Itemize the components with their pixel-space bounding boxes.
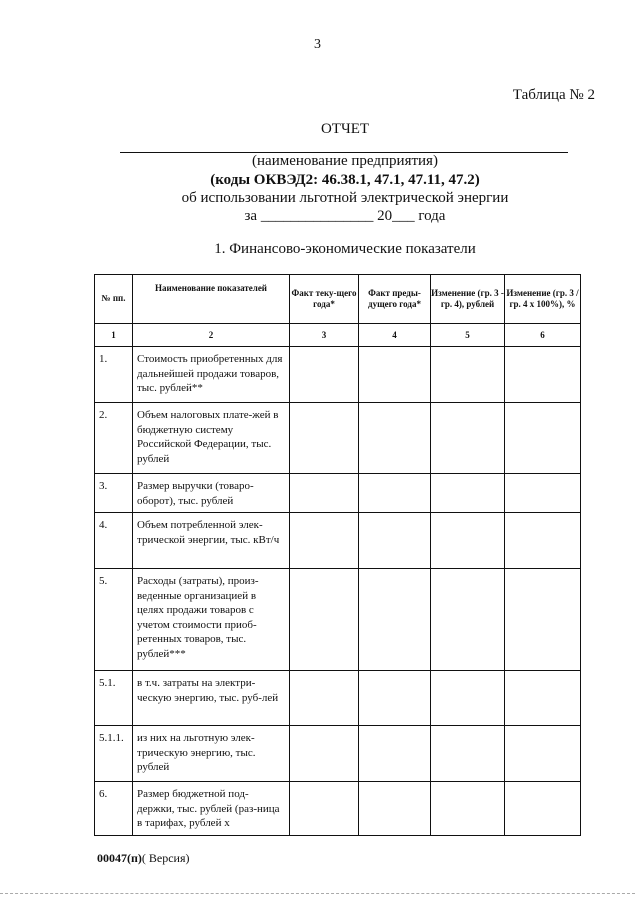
cell-previous-year[interactable] [359, 782, 431, 836]
cell-change-percent[interactable] [505, 347, 581, 403]
cell-current-year[interactable] [290, 782, 359, 836]
row-indicator-name: Расходы (затраты), произ-веденные организацией в целях продажи товаров с учетом стоимости приоб-ретенных товаров, тыс. рублей*** [133, 569, 290, 671]
page-number: 3 [314, 37, 321, 52]
row-index: 3. [95, 474, 133, 513]
row-indicator-name: в т.ч. затраты на электри-ческую энергию, тыс. руб-лей [133, 671, 290, 726]
cell-current-year[interactable] [290, 347, 359, 403]
cell-change-percent[interactable] [505, 726, 581, 782]
cell-previous-year[interactable] [359, 474, 431, 513]
header-change-rubles: Изменение (гр. 3 - гр. 4), рублей [431, 275, 505, 324]
cell-current-year[interactable] [290, 726, 359, 782]
cell-current-year[interactable] [290, 403, 359, 474]
cell-change-percent[interactable] [505, 474, 581, 513]
column-number-row [95, 324, 581, 347]
cell-previous-year[interactable] [359, 347, 431, 403]
cell-change-rubles[interactable] [431, 403, 505, 474]
header-change-percent: Изменение (гр. 3 / гр. 4 x 100%), % [505, 275, 581, 324]
row-index: 2. [95, 403, 133, 474]
table-number-label: Таблица № 2 [512, 87, 595, 103]
cell-previous-year[interactable] [359, 513, 431, 569]
column-number: 3 [290, 324, 359, 347]
cell-change-percent[interactable] [505, 782, 581, 836]
cell-change-rubles[interactable] [431, 513, 505, 569]
cell-change-rubles[interactable] [431, 347, 505, 403]
section-heading: 1. Финансово-экономические показатели [214, 241, 476, 257]
row-index: 4. [95, 513, 133, 569]
cell-previous-year[interactable] [359, 726, 431, 782]
table-row [95, 513, 581, 569]
table-row [95, 403, 581, 474]
document-version: ( Версия) [141, 851, 190, 865]
row-indicator-name: Объем потребленной элек-трической энергии, тыс. кВт/ч [133, 513, 290, 569]
cell-change-percent[interactable] [505, 513, 581, 569]
row-index: 6. [95, 782, 133, 836]
row-indicator-name: Размер бюджетной под-держки, тыс. рублей (раз-ница в тарифах, рублей х [133, 782, 290, 836]
cell-previous-year[interactable] [359, 569, 431, 671]
table-row [95, 474, 581, 513]
row-indicator-name: из них на льготную элек-трическую энергию, тыс. рублей [133, 726, 290, 782]
table-row [95, 671, 581, 726]
column-number: 5 [431, 324, 505, 347]
column-number: 6 [505, 324, 581, 347]
document-code: 00047(п) [97, 851, 142, 865]
okved-codes: (коды ОКВЭД2: 46.38.1, 47.1, 47.11, 47.2) [210, 172, 480, 188]
cell-current-year[interactable] [290, 474, 359, 513]
cell-change-percent[interactable] [505, 569, 581, 671]
report-period: за _______________ 20___ года [244, 208, 446, 224]
column-number: 2 [133, 324, 290, 347]
row-indicator-name: Объем налоговых плате-жей в бюджетную систему Российской Федерации, тыс. рублей [133, 403, 290, 474]
table-row [95, 782, 581, 836]
cell-change-percent[interactable] [505, 403, 581, 474]
header-indicator-name: Наименование показателей [133, 275, 290, 324]
row-indicator-name: Размер выручки (товаро-оборот), тыс. рублей [133, 474, 290, 513]
cell-change-rubles[interactable] [431, 474, 505, 513]
cell-current-year[interactable] [290, 569, 359, 671]
column-number: 1 [95, 324, 133, 347]
row-indicator-name: Стоимость приобретенных для дальнейшей продажи товаров, тыс. рублей** [133, 347, 290, 403]
header-previous-year: Факт преды-дущего года* [359, 275, 431, 324]
table-row [95, 347, 581, 403]
cell-change-percent[interactable] [505, 671, 581, 726]
row-index: 5.1.1. [95, 726, 133, 782]
cell-current-year[interactable] [290, 513, 359, 569]
table-row [95, 569, 581, 671]
cell-previous-year[interactable] [359, 671, 431, 726]
column-number: 4 [359, 324, 431, 347]
organization-caption: (наименование предприятия) [252, 153, 438, 169]
header-number: № пп. [95, 275, 133, 324]
indicators-table [94, 274, 581, 836]
document-footer [97, 851, 190, 866]
cell-current-year[interactable] [290, 671, 359, 726]
page-edge-divider [0, 893, 635, 894]
cell-change-rubles[interactable] [431, 671, 505, 726]
cell-change-rubles[interactable] [431, 726, 505, 782]
report-subject: об использовании льготной электрической энергии [181, 190, 509, 206]
row-index: 5. [95, 569, 133, 671]
table-header-row [95, 275, 581, 324]
row-index: 5.1. [95, 671, 133, 726]
cell-change-rubles[interactable] [431, 782, 505, 836]
report-title: ОТЧЕТ [320, 121, 370, 137]
row-index: 1. [95, 347, 133, 403]
header-current-year: Факт теку-щего года* [290, 275, 359, 324]
table-row [95, 726, 581, 782]
cell-previous-year[interactable] [359, 403, 431, 474]
cell-change-rubles[interactable] [431, 569, 505, 671]
